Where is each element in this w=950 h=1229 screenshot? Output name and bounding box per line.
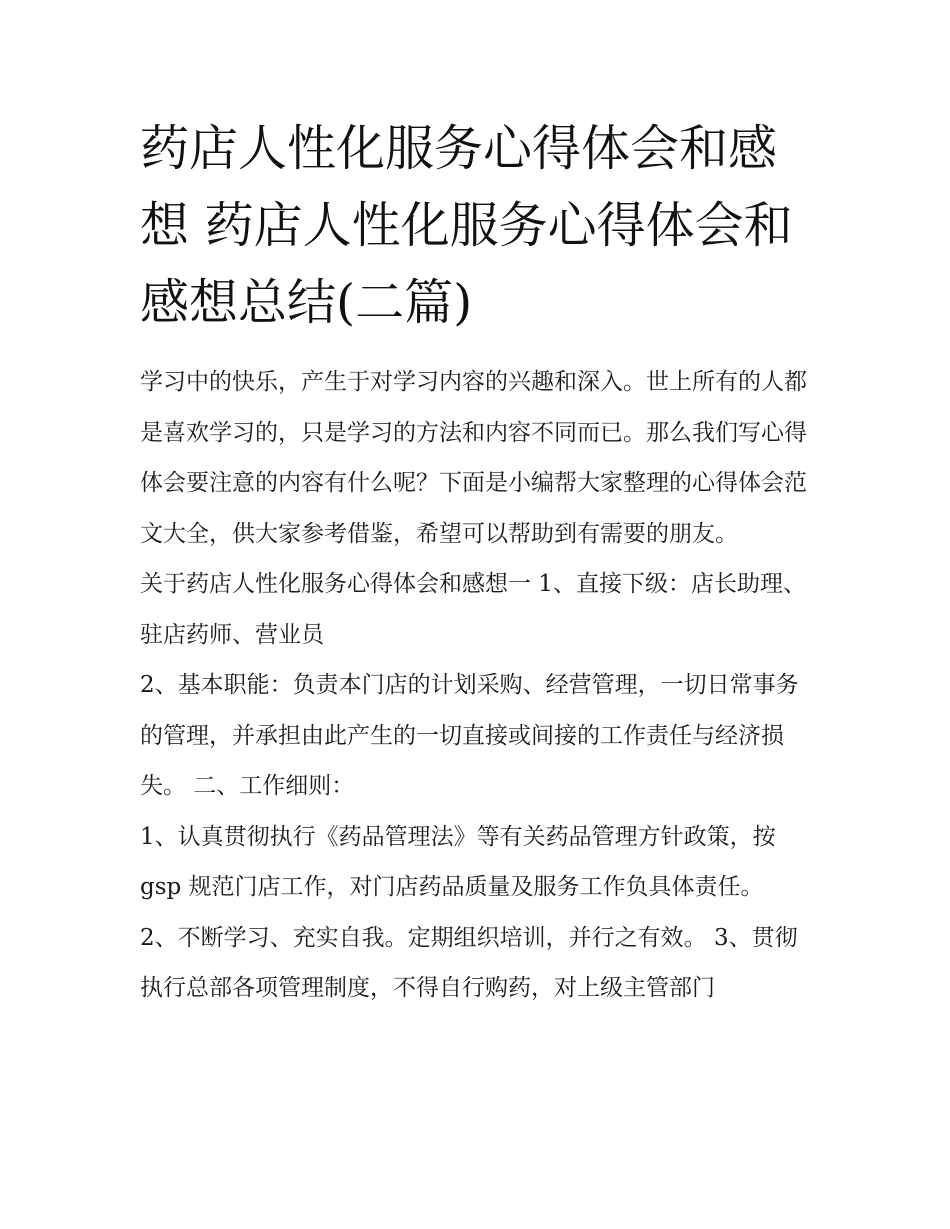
document-title: 药店人性化服务心得体会和感想 药店人性化服务心得体会和感想总结(二篇) — [140, 120, 793, 331]
paragraph-basic-functions: 2、基本职能：负责本门店的计划采购、经营管理，一切日常事务的管理，并承担由此产生的一切直接或间接的工作责任与经济损失。 二、工作细则： — [140, 672, 799, 799]
paragraph-rule-1: 1、认真贯彻执行《药品管理法》等有关药品管理方针政策，按 gsp 规范门店工作，对门店药品质量及服务工作负具体责任。 — [140, 823, 776, 900]
document-body — [140, 357, 820, 1014]
paragraph-rule-2-3: 2、不断学习、充实自我。定期组织培训，并行之有效。 3、贯彻执行总部各项管理制度，不得自行购药，对上级主管部门 — [140, 924, 798, 1001]
paragraph-subordinates: 关于药店人性化服务心得体会和感想一 1、直接下级：店长助理、驻店药师、营业员 — [140, 571, 806, 648]
paragraph-intro: 学习中的快乐，产生于对学习内容的兴趣和深入。世上所有的人都是喜欢学习的，只是学习的方法和内容不同而已。那么我们写心得体会要注意的内容有什么呢？下面是小编帮大家整理的心得体会范文大全，供大家参考借鉴，希望可以帮助到有需要的朋友。 — [140, 369, 807, 547]
